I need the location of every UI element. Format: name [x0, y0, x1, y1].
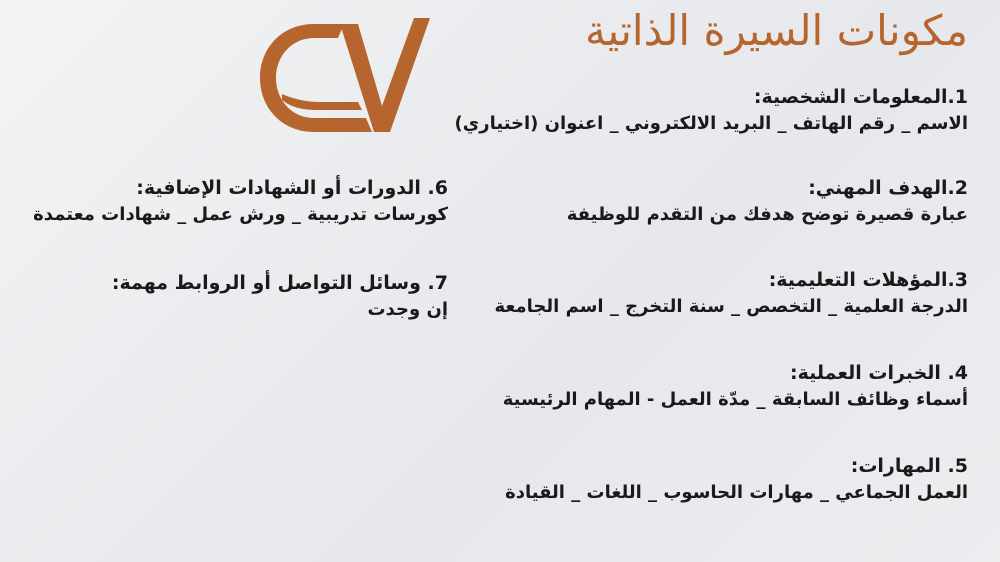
- section-career-objective: [567, 175, 968, 229]
- section-body: عبارة قصيرة توضح هدفك من التقدم للوظيفة: [566, 204, 968, 225]
- section-body: الدرجة العلمية _ التخصص _ سنة التخرج _ اسم الجامعة: [494, 296, 968, 317]
- section-body: العمل الجماعي _ مهارات الحاسوب _ اللغات _ القيادة: [505, 482, 968, 503]
- section-heading: 6. الدورات أو الشهادات الإضافية:: [136, 177, 448, 199]
- section-education: [494, 267, 968, 321]
- section-body: أسماء وظائف السابقة _ مدّة العمل - المهام الرئيسية: [502, 389, 968, 410]
- section-contacts: [112, 270, 448, 324]
- section-heading: 5. المهارات:: [850, 455, 968, 477]
- section-heading: 2.الهدف المهني:: [808, 177, 968, 199]
- section-heading: 3.المؤهلات التعليمية:: [768, 269, 968, 291]
- section-experience: [503, 360, 968, 414]
- section-skills: [505, 453, 968, 507]
- section-body: الاسم _ رقم الهاتف _ البريد الالكتروني _ اعنوان (اختياري): [454, 113, 968, 134]
- section-courses: [33, 175, 448, 229]
- section-heading: 1.المعلومات الشخصية:: [753, 86, 968, 108]
- page-title: مكونات السيرة الذاتية: [585, 6, 968, 55]
- section-body: إن وجدت: [367, 299, 448, 320]
- section-personal-info: [455, 84, 969, 138]
- section-heading: 7. وسائل التواصل أو الروابط مهمة:: [111, 272, 448, 294]
- cv-logo: [252, 14, 434, 134]
- section-heading: 4. الخبرات العملية:: [790, 362, 968, 384]
- section-body: كورسات تدريبية _ ورش عمل _ شهادات معتمدة: [33, 204, 448, 225]
